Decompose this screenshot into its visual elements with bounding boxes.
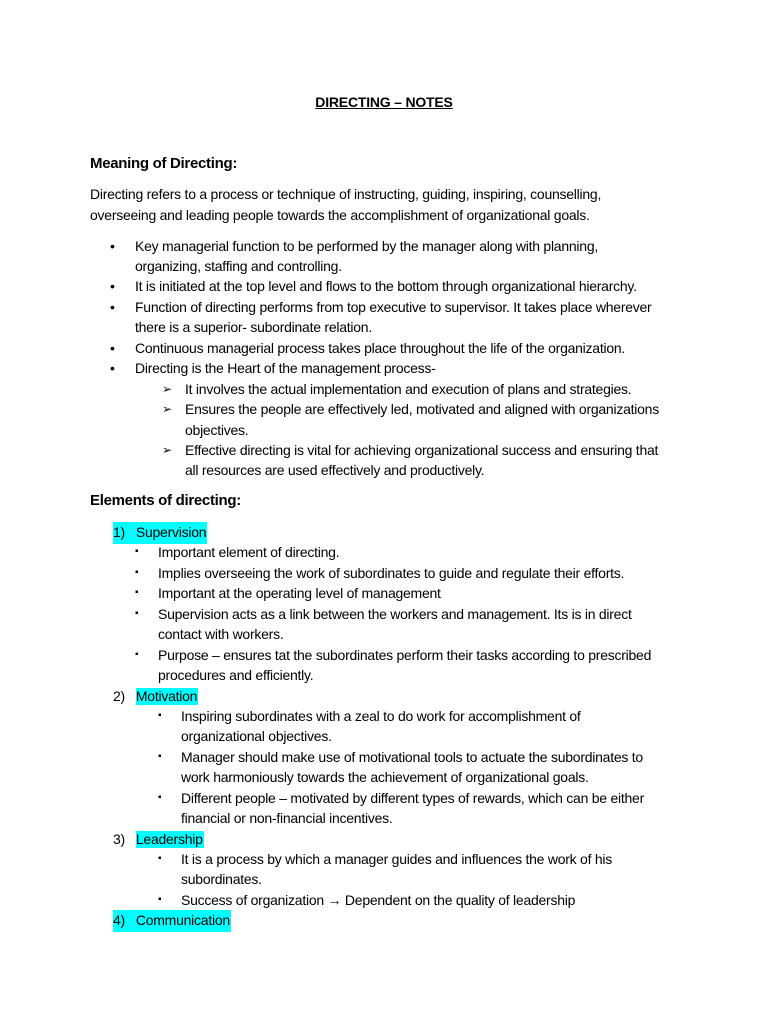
square-bullet-icon: ▪ <box>158 751 162 762</box>
bullet-icon: • <box>110 299 115 315</box>
point-text: Important element of directing. <box>158 544 340 560</box>
item-number: 1) <box>113 524 125 540</box>
point-text: It is a process by which a manager guides and influences the work of his <box>181 851 613 867</box>
point-text: work harmoniously towards the achievement of organizational goals. <box>181 769 589 785</box>
square-bullet-icon: ▪ <box>158 853 162 864</box>
numbered-item-communication <box>113 910 231 932</box>
bullet-text: Continuous managerial process takes place throughout the life of the organization. <box>135 340 626 356</box>
bullet-icon: • <box>110 278 115 294</box>
bullet-text: there is a superior- subordinate relation. <box>135 319 372 335</box>
arrow-bullet-icon: ➢ <box>162 382 173 396</box>
intro-line: Directing refers to a process or technique of instructing, guiding, inspiring, counselling, <box>90 186 602 202</box>
arrow-bullet-icon: ➢ <box>162 443 173 457</box>
numbered-item-motivation <box>113 686 198 707</box>
square-bullet-icon: ▪ <box>158 710 162 721</box>
elements-heading: Elements of directing: <box>90 492 241 509</box>
point-text: procedures and efficiently. <box>158 667 314 683</box>
point-text: organizational objectives. <box>181 728 332 744</box>
square-bullet-icon: ▪ <box>158 894 162 905</box>
point-text: financial or non-financial incentives. <box>181 810 393 826</box>
bullet-text: Key managerial function to be performed by the manager along with planning, <box>135 238 598 254</box>
document-title: DIRECTING – NOTES <box>315 94 453 110</box>
meaning-intro <box>90 184 690 225</box>
item-number: 4) <box>113 912 125 928</box>
item-label: Leadership <box>135 831 203 847</box>
point-text: Implies overseeing the work of subordinates to guide and regulate their efforts. <box>158 565 625 581</box>
item-label: Supervision <box>135 524 207 540</box>
item-number: 3) <box>113 831 125 847</box>
point-text: Important at the operating level of management <box>158 585 441 601</box>
sub-bullet-text: objectives. <box>185 422 249 438</box>
intro-line: overseeing and leading people towards the accomplishment of organizational goals. <box>90 206 590 223</box>
numbered-item-leadership <box>113 829 204 850</box>
item-label: Motivation <box>135 688 198 704</box>
point-text: Inspiring subordinates with a zeal to do work for accomplishment of <box>181 708 581 724</box>
point-text-part: Success of organization <box>181 892 324 908</box>
sub-bullet-text: Effective directing is vital for achieving organizational success and ensuring that <box>185 442 659 458</box>
meaning-heading: Meaning of Directing: <box>90 155 238 172</box>
square-bullet-icon: ▪ <box>135 546 139 557</box>
right-arrow-icon: → <box>327 892 342 908</box>
sub-bullet-text: all resources are used effectively and productively. <box>185 462 485 478</box>
item-label: Communication <box>135 912 230 928</box>
point-text: Purpose – ensures tat the subordinates perform their tasks according to prescribed <box>158 647 652 663</box>
item-number: 2) <box>113 688 125 704</box>
bullet-text: It is initiated at the top level and flows to the bottom through organizational hierarchy. <box>135 278 637 294</box>
sub-bullet-text: Ensures the people are effectively led, motivated and aligned with organizations <box>185 401 659 417</box>
square-bullet-icon: ▪ <box>158 792 162 803</box>
point-text: Manager should make use of motivational tools to actuate the subordinates to <box>181 749 643 765</box>
arrow-bullet-icon: ➢ <box>162 402 173 416</box>
bullet-icon: • <box>110 360 115 376</box>
point-text <box>181 890 575 911</box>
numbered-item-supervision <box>113 522 207 544</box>
square-bullet-icon: ▪ <box>135 567 139 578</box>
square-bullet-icon: ▪ <box>135 608 139 619</box>
bullet-icon: • <box>110 238 115 254</box>
point-text: contact with workers. <box>158 626 284 642</box>
sub-bullet-text: It involves the actual implementation and execution of plans and strategies. <box>185 381 632 397</box>
bullet-text: organizing, staffing and controlling. <box>135 258 342 274</box>
bullet-text: Directing is the Heart of the management process- <box>135 360 436 376</box>
bullet-icon: • <box>110 340 115 356</box>
square-bullet-icon: ▪ <box>135 649 139 660</box>
point-text-part: Dependent on the quality of leadership <box>344 892 576 908</box>
point-text: Different people – motivated by different types of rewards, which can be either <box>181 790 645 806</box>
point-text: Supervision acts as a link between the workers and management. Its is in direct <box>158 606 632 622</box>
point-text: subordinates. <box>181 871 262 887</box>
square-bullet-icon: ▪ <box>135 587 139 598</box>
bullet-text: Function of directing performs from top executive to supervisor. It takes place wherever <box>135 299 652 315</box>
